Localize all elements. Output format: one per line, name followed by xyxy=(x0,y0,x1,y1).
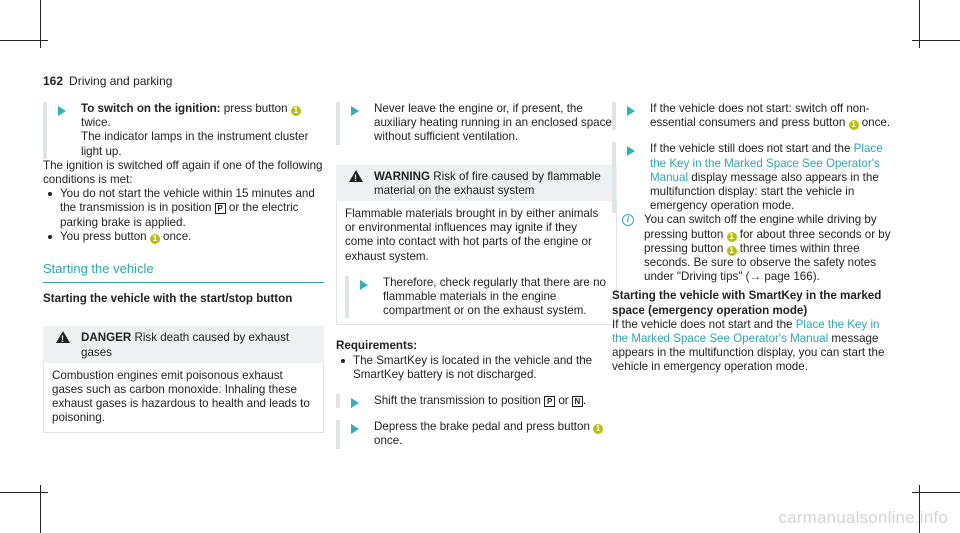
display-message-link: Place the Key in the Marked Space See Operator's Manual xyxy=(612,317,880,346)
display-message-link: Place the Key in the Marked Space See Operator's Manual xyxy=(650,142,883,184)
p-key-icon: P xyxy=(544,396,555,407)
list-item xyxy=(43,187,324,230)
page-number: 162 xyxy=(43,74,64,88)
warning-header xyxy=(336,165,617,201)
step-text: display message also appears in the multifunction display: start the vehicle in emergency operation mode. xyxy=(650,170,879,213)
bullet-text: once. xyxy=(159,229,192,243)
step-text: If the vehicle still does not start and the xyxy=(650,142,854,156)
p-key-icon: P xyxy=(215,203,226,214)
button-1-icon: 1 xyxy=(849,120,859,130)
crop-mark xyxy=(0,40,48,41)
danger-body: Combustion engines emit poisonous exhaust gases such as carbon monoxide. Inhaling these exhaust gases is hazardous to health and leads to poisoning. xyxy=(43,363,324,433)
list-item xyxy=(43,230,324,244)
subheading: Starting the vehicle with SmartKey in the marked space (emergency operation mode) xyxy=(612,289,882,317)
danger-header xyxy=(43,326,324,362)
bullet-text: or the electric parking brake is applied. xyxy=(60,201,299,229)
step-text: twice. xyxy=(81,116,111,130)
step-text: Never leave the engine or, if present, the auxiliary heating running in an enclosed space without sufficient ventilation. xyxy=(374,102,612,144)
step-arrow-icon xyxy=(351,424,359,434)
step-arrow-icon xyxy=(360,280,368,290)
step-result: The indicator lamps in the instrument cluster light up. xyxy=(81,130,309,158)
step-shift xyxy=(336,394,617,408)
step-depress xyxy=(336,420,617,448)
button-1-icon: 1 xyxy=(150,234,160,244)
info-text: for about three seconds or by pressing button xyxy=(644,227,891,255)
step-not-start xyxy=(612,102,894,130)
step-never-leave xyxy=(336,102,617,145)
step-text: If the vehicle does not start: switch off non-essential consumers and press button xyxy=(650,102,870,130)
warning-label: WARNING xyxy=(374,169,431,183)
step-text: . xyxy=(582,394,587,408)
step-arrow-icon xyxy=(351,106,359,116)
section-title: Driving and parking xyxy=(69,74,173,88)
button-1-icon: 1 xyxy=(727,246,737,256)
warning-triangle-icon xyxy=(349,170,363,182)
subheading: Starting the vehicle with the start/stop button xyxy=(43,292,293,306)
warning-title: Risk of fire caused by flammable material on the exhaust system xyxy=(374,169,601,197)
button-1-icon: 1 xyxy=(291,106,301,116)
step-text: press button xyxy=(220,102,291,115)
warning-text: Flammable materials brought in by either animals or environmental influences may ignite if they come into contact with hot parts of the engine or exhaust system. xyxy=(345,207,599,263)
step-arrow-icon xyxy=(58,106,66,116)
bullet-text: You press button xyxy=(60,229,150,243)
step-text: Shift the transmission to position xyxy=(374,394,545,408)
danger-label: DANGER xyxy=(81,331,132,345)
warning-box xyxy=(336,165,617,326)
step-arrow-icon xyxy=(351,398,359,408)
crop-mark xyxy=(912,492,960,493)
step-text: or xyxy=(555,394,572,408)
step-arrow-icon xyxy=(627,106,635,116)
n-key-icon: N xyxy=(572,396,583,407)
bullet-text: You do not start the vehicle within 15 minutes and the transmission is in position xyxy=(60,187,315,215)
column-2 xyxy=(336,102,617,449)
step-switch-ignition xyxy=(43,102,324,159)
step-still-not-start xyxy=(612,142,894,213)
info-icon: i xyxy=(622,214,634,226)
step-lead: To switch on the ignition: xyxy=(81,102,221,115)
step-text: Therefore, check regularly that there are no flammable materials in the engine compartment or on the exhaust system. xyxy=(383,275,606,318)
button-1-icon: 1 xyxy=(727,232,737,242)
list-item: The SmartKey is located in the vehicle and the SmartKey battery is not discharged. xyxy=(336,354,617,382)
danger-box xyxy=(43,326,324,432)
paragraph: message appears in the multifunction display, you can start the vehicle in emergency operation mode. xyxy=(612,332,885,374)
crop-mark xyxy=(0,492,48,493)
section-heading: Starting the vehicle xyxy=(43,262,324,283)
warning-body xyxy=(336,201,617,325)
danger-title: Risk death caused by exhaust gases xyxy=(81,331,290,359)
warning-triangle-icon xyxy=(56,331,70,343)
watermark: carmanualsonline.info xyxy=(778,507,948,527)
column-1 xyxy=(43,102,324,433)
step-text: Depress the brake pedal and press button xyxy=(374,420,594,434)
paragraph: If the vehicle does not start and the xyxy=(612,317,796,331)
page-header xyxy=(43,74,172,88)
step-text: once. xyxy=(374,434,403,448)
paragraph: The ignition is switched off again if one of the following conditions is met: xyxy=(43,158,323,187)
info-note xyxy=(612,213,894,284)
info-text: three times within three seconds. Be sure to observe the safety notes under "Driving tips" (→ page 166). xyxy=(644,241,877,284)
info-text: You can switch off the engine while driving by pressing button xyxy=(644,213,877,241)
requirements-heading: Requirements: xyxy=(336,339,418,353)
button-1-icon: 1 xyxy=(593,424,603,434)
step-text: once. xyxy=(858,116,891,130)
step-arrow-icon xyxy=(627,146,635,156)
column-3 xyxy=(612,102,894,375)
crop-mark xyxy=(912,40,960,41)
step-check xyxy=(345,276,608,319)
